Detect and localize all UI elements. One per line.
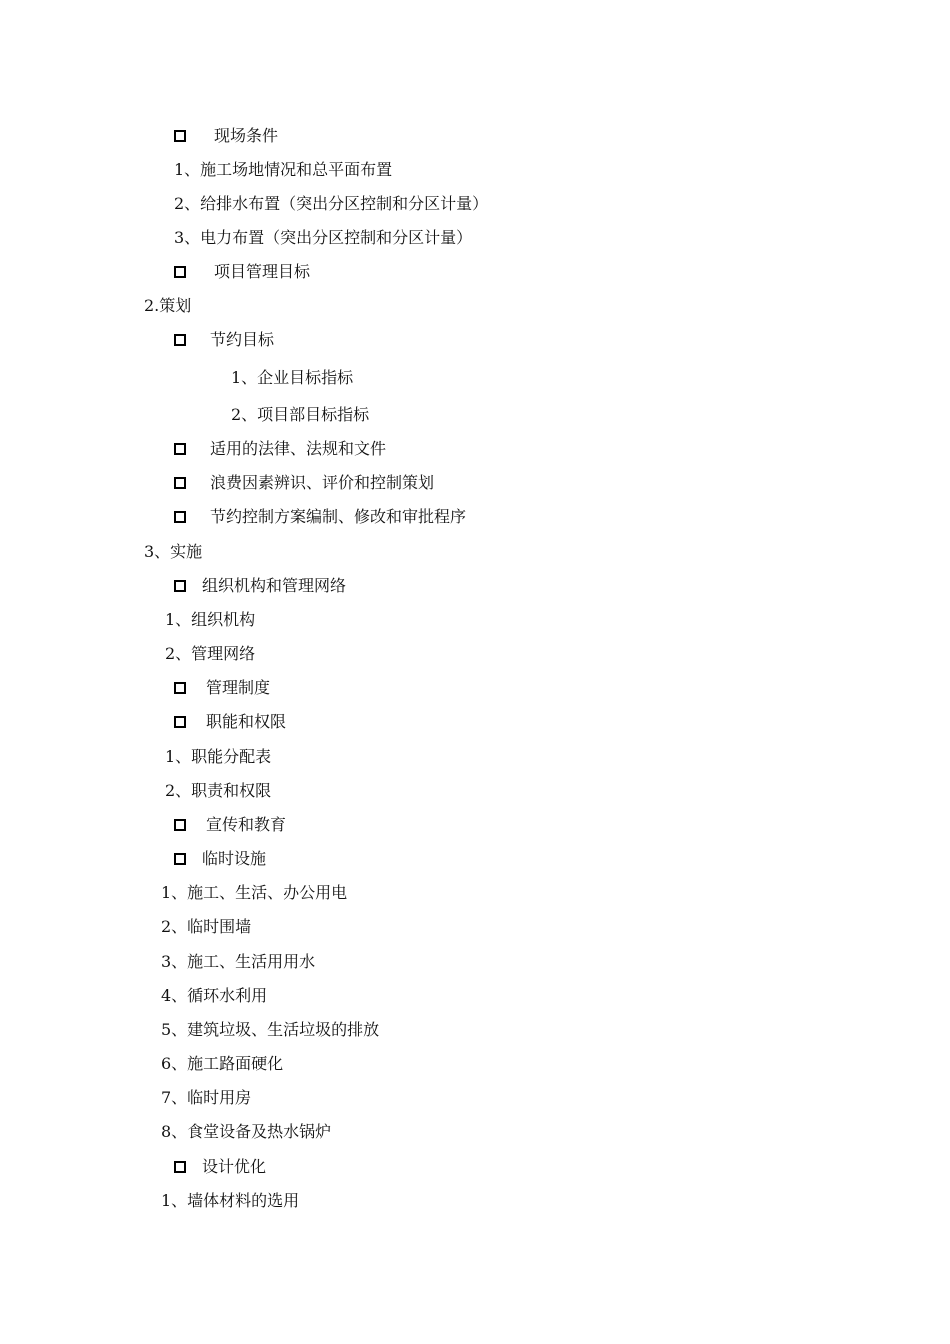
item-label: 节约控制方案编制、修改和审批程序 [210, 507, 467, 526]
item-label: 管理制度 [206, 678, 271, 697]
list-item: 5、建筑垃圾、生活垃圾的排放 [161, 1020, 380, 1039]
item-label: 节约目标 [210, 330, 275, 349]
square-bullet-icon [174, 130, 186, 142]
list-item: 6、施工路面硬化 [161, 1054, 284, 1073]
square-bullet-icon [174, 511, 186, 523]
section-heading: 3、实施 [144, 542, 203, 561]
square-bullet-icon [174, 266, 186, 278]
list-item: 2、管理网络 [165, 644, 256, 663]
item-label: 设计优化 [202, 1157, 267, 1176]
list-item: 1、企业目标指标 [231, 368, 354, 387]
square-bullet-icon [174, 443, 186, 455]
list-item: 2、项目部目标指标 [231, 405, 370, 424]
item-label: 现场条件 [214, 126, 279, 145]
list-item: 2、给排水布置（突出分区控制和分区计量） [174, 194, 489, 213]
square-bullet-icon [174, 1161, 186, 1173]
list-item: 3、施工、生活用用水 [161, 952, 316, 971]
list-item: 1、组织机构 [165, 610, 256, 629]
item-label: 项目管理目标 [214, 262, 311, 281]
list-item: 7、临时用房 [161, 1088, 252, 1107]
list-item: 8、食堂设备及热水锅炉 [161, 1122, 332, 1141]
square-bullet-icon [174, 477, 186, 489]
square-bullet-icon [174, 580, 186, 592]
item-label: 宣传和教育 [206, 815, 287, 834]
section-heading: 2.策划 [144, 296, 192, 315]
item-label: 适用的法律、法规和文件 [210, 439, 387, 458]
list-item: 2、职责和权限 [165, 781, 272, 800]
list-item: 4、循环水利用 [161, 986, 268, 1005]
item-label: 浪费因素辨识、评价和控制策划 [210, 473, 435, 492]
list-item: 1、施工、生活、办公用电 [161, 883, 348, 902]
item-label: 职能和权限 [206, 712, 287, 731]
list-item: 1、墙体材料的选用 [161, 1191, 300, 1210]
list-item: 2、临时围墙 [161, 917, 252, 936]
list-item: 3、电力布置（突出分区控制和分区计量） [174, 228, 473, 247]
square-bullet-icon [174, 334, 186, 346]
list-item: 1、职能分配表 [165, 747, 272, 766]
square-bullet-icon [174, 819, 186, 831]
square-bullet-icon [174, 853, 186, 865]
item-label: 组织机构和管理网络 [202, 576, 347, 595]
list-item: 1、施工场地情况和总平面布置 [174, 160, 393, 179]
item-label: 临时设施 [202, 849, 267, 868]
square-bullet-icon [174, 716, 186, 728]
square-bullet-icon [174, 682, 186, 694]
